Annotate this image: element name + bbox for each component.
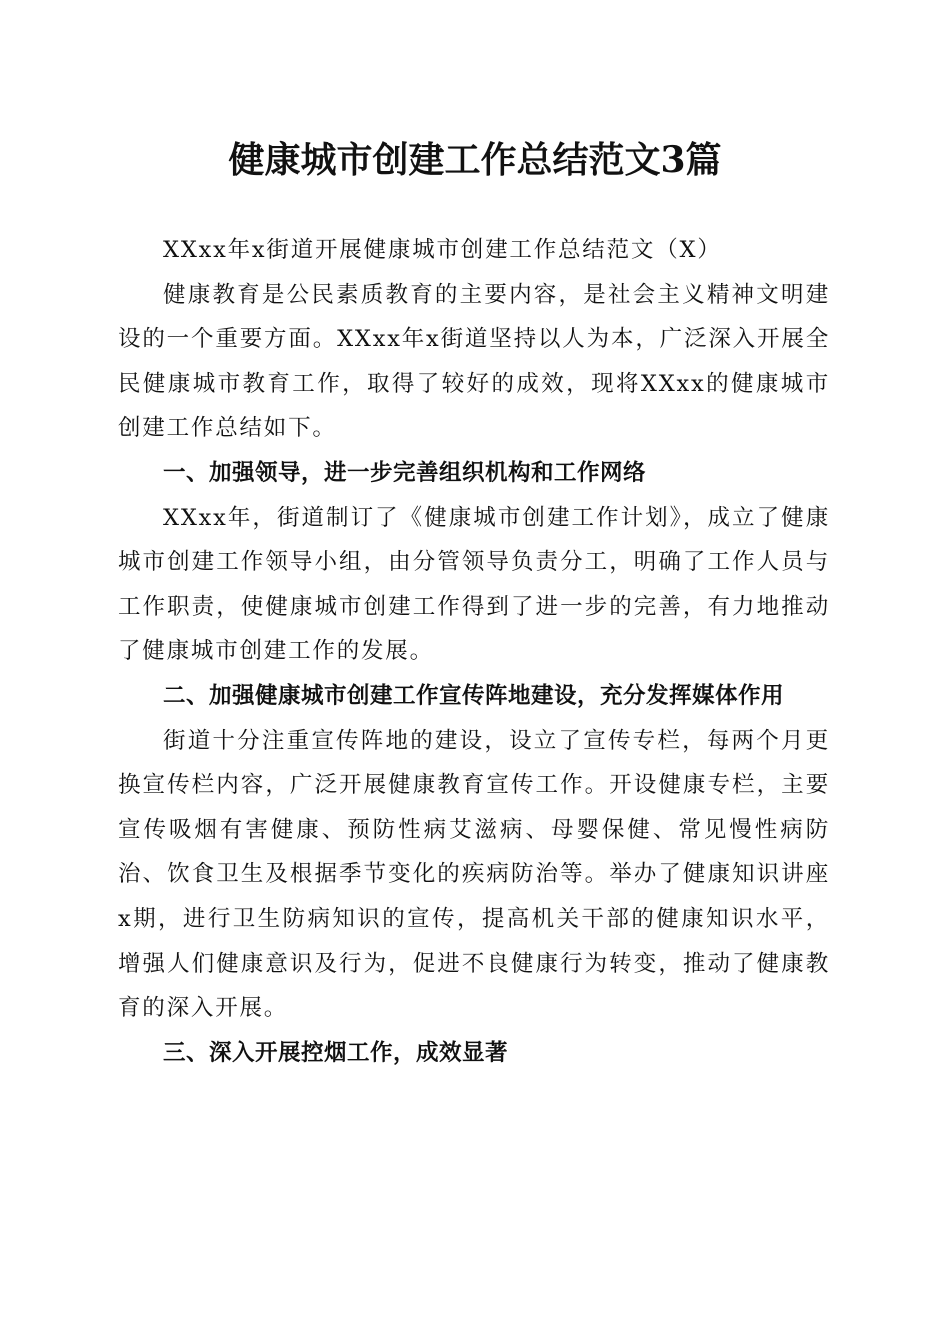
document-body xyxy=(118,228,830,1075)
section-heading-3: 三、深入开展控烟工作，成效显著 xyxy=(163,1039,509,1066)
document-title: 健康城市创建工作总结范文3篇 xyxy=(228,139,722,181)
section-heading-1: 一、加强领导，进一步完善组织机构和工作网络 xyxy=(163,459,647,486)
intro-paragraph: 健康教育是公民素质教育的主要内容，是社会主义精神文明建设的一个重要方面。XXxx年x街道坚持以人为本，广泛深入开展全民健康城市教育工作，取得了较好的成效，现将XXxx的健康城市创建工作总结如下。 xyxy=(118,281,830,442)
section-body-2: 街道十分注重宣传阵地的建设，设立了宣传专栏，每两个月更换宣传栏内容，广泛开展健康教育宣传工作。开设健康专栏，主要宣传吸烟有害健康、预防性病艾滋病、母婴保健、常见慢性病防治、饮食卫生及根据季节变化的疾病防治等。举办了健康知识讲座x期，进行卫生防病知识的宣传，提高机关干部的健康知识水平，增强人们健康意识及行为，促进不良健康行为转变，推动了健康教育的深入开展。 xyxy=(118,727,830,1022)
section-heading-2: 二、加强健康城市创建工作宣传阵地建设，充分发挥媒体作用 xyxy=(163,682,785,709)
section-body-1: XXxx年，街道制订了《健康城市创建工作计划》，成立了健康城市创建工作领导小组，由分管领导负责分工，明确了工作人员与工作职责，使健康城市创建工作得到了进一步的完善，有力地推动了健康城市创建工作的发展。 xyxy=(118,504,830,665)
article-subtitle: XXxx年x街道开展健康城市创建工作总结范文（X） xyxy=(163,237,722,263)
